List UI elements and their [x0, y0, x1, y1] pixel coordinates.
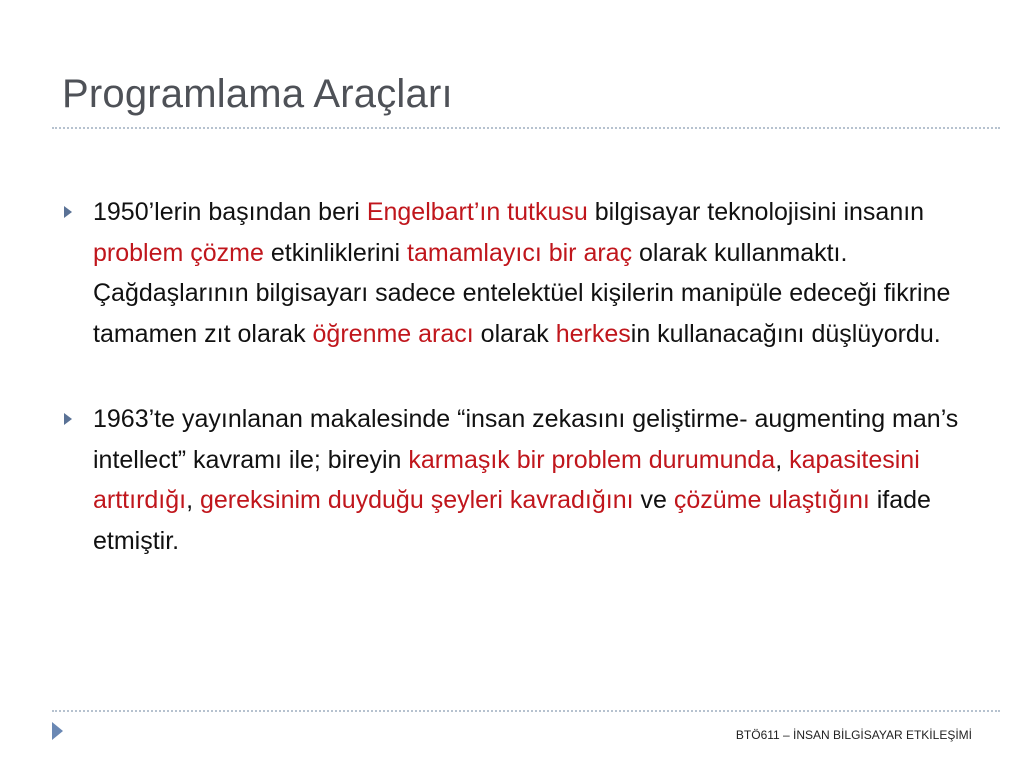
highlight-text-run: tamamlayıcı bir araç: [407, 238, 633, 267]
highlight-text-run: gereksinim duyduğu şeyleri kavradığını: [200, 486, 634, 514]
highlight-text-run: çözüme ulaştığını: [673, 486, 870, 514]
text-run: etkinliklerini: [263, 238, 408, 267]
bullet-list: [62, 192, 962, 606]
highlight-text-run: herkes: [555, 319, 631, 348]
text-run: bilgisayar teknolojisini insanın: [587, 198, 925, 226]
bullet-text: [93, 198, 950, 348]
highlight-text-run: öğrenme aracı: [312, 319, 474, 348]
highlight-text-run: Engelbart’ın tutkusu: [366, 198, 588, 226]
highlight-text-run: karmaşık bir problem durumunda: [408, 445, 776, 474]
title-divider: [52, 127, 1000, 129]
slide-title: Programlama Araçları: [62, 72, 453, 116]
bullet-arrow-icon: [64, 206, 72, 218]
text-run: ve: [633, 486, 674, 514]
bullet-item: [62, 192, 962, 354]
text-run: ,: [775, 445, 790, 474]
footer-divider: [52, 710, 1000, 712]
bullet-item: [62, 399, 962, 561]
text-run: olarak kullanmaktı. Çağdaşlarının bilgisayarı sadece entelektüel kişilerin manipüle edeceği fikrine tamamen zıt olarak: [93, 238, 951, 348]
bullet-text: [93, 405, 958, 555]
text-run: olarak: [473, 319, 556, 348]
slide-footer: BTÖ611 – İNSAN BİLGİSAYAR ETKİLEŞİMİ: [735, 728, 972, 742]
bullet-arrow-icon: [64, 413, 72, 425]
highlight-text-run: kapasitesini arttırdığı: [93, 445, 920, 514]
text-run: ,: [186, 486, 200, 514]
text-run: 1950’lerin başından beri: [93, 198, 367, 226]
footer-arrow-icon: [52, 722, 63, 740]
text-run: ifade etmiştir.: [93, 486, 931, 555]
highlight-text-run: problem çözme: [93, 238, 264, 267]
text-run: in kullanacağını düşlüyordu.: [630, 319, 941, 348]
text-run: 1963’te yayınlanan makalesinde “insan zekasını geliştirme- augmenting man’s intellect” kavramı ile; bireyin: [93, 405, 959, 474]
